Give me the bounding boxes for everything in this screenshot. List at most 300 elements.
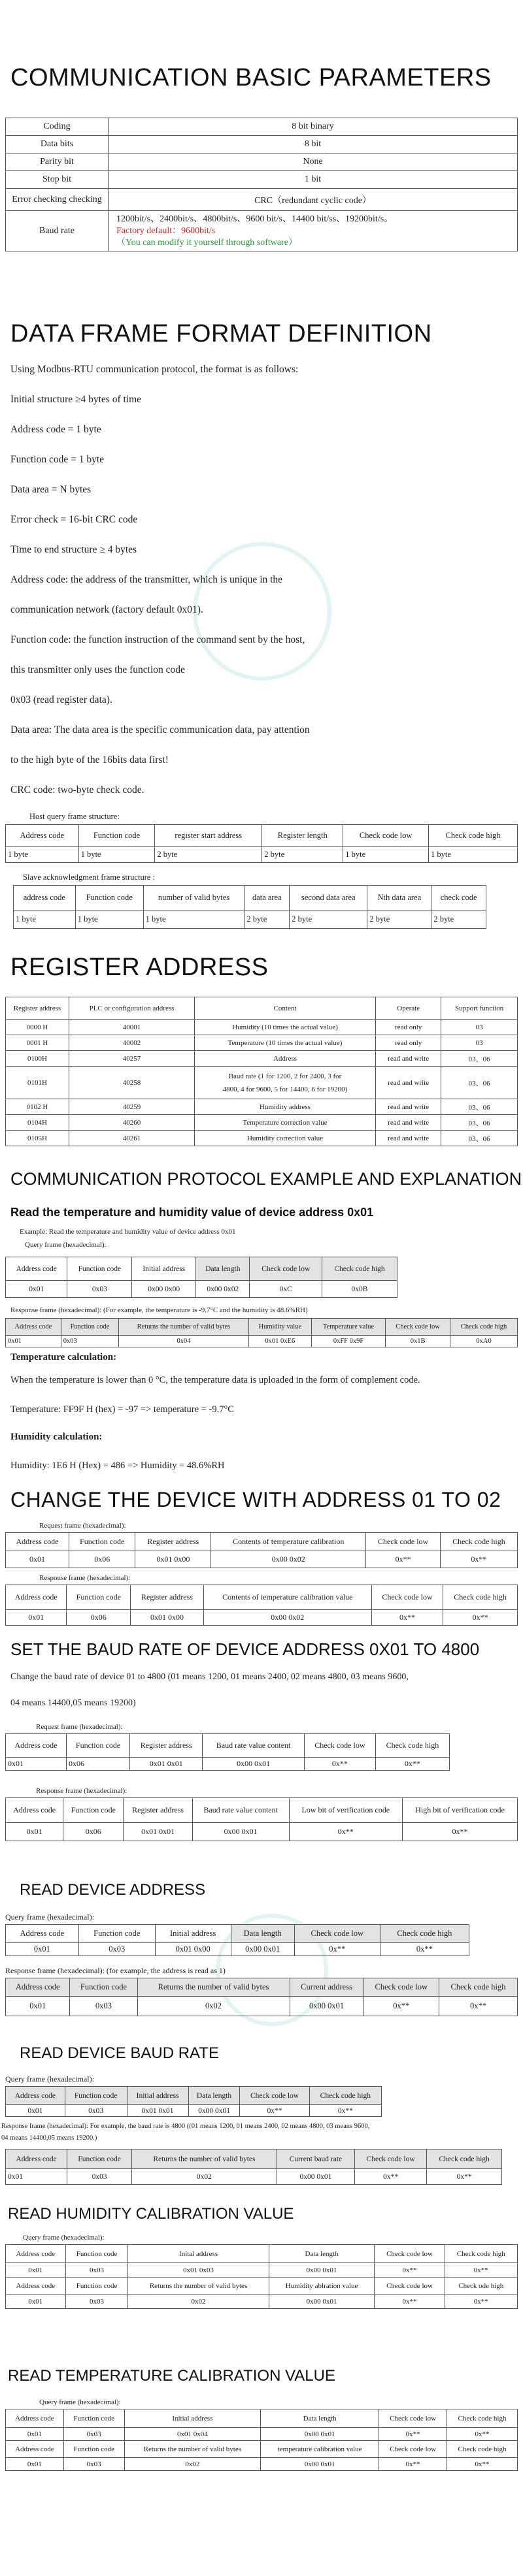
basic-params-table [5, 118, 518, 251]
table-header: Returns the number of valid bytes [137, 1978, 290, 1997]
frame-line: Data area = N bytes [10, 484, 92, 495]
table-header: Function code [67, 1585, 131, 1610]
table-cell: 0x00 0x01 [231, 1943, 294, 1956]
humidity-calc-title: Humidity calculation: [10, 1432, 103, 1442]
table-cell: 0x00 0x02 [211, 1551, 366, 1568]
table-cell: 0x** [445, 2294, 517, 2309]
table-cell: 0x** [439, 1997, 517, 2016]
table-cell: 0x01 [6, 2169, 67, 2185]
frame-line: to the high byte of the 16bits data first! [10, 754, 169, 765]
table-header: Register address [131, 1585, 204, 1610]
table-header: Current baud rate [277, 2149, 354, 2169]
table-cell: 03、06 [441, 1099, 518, 1115]
table-header: Initial address [155, 1925, 231, 1943]
table-cell: 0x** [379, 2428, 447, 2441]
table-header: Address code [6, 1533, 69, 1551]
read-baud-query-table [5, 2086, 382, 2117]
table-header: High bit of verification code [403, 1798, 518, 1823]
frame-line: Address code = 1 byte [10, 424, 101, 435]
table-cell: 0x** [380, 1943, 469, 1956]
section-title-example: COMMUNICATION PROTOCOL EXAMPLE AND EXPLANATION [10, 1169, 522, 1189]
table-cell: 1 byte [75, 910, 143, 929]
table-header: Register address [6, 997, 69, 1020]
table-cell: 0xC [250, 1281, 322, 1298]
param-label: Error checking checking [6, 189, 109, 211]
table-header: Address code [6, 1734, 67, 1758]
table-cell: 0xFF 0x9F [311, 1336, 385, 1347]
table-header: temperature calibration value [261, 2441, 379, 2458]
table-cell: 0x01 0xE6 [248, 1336, 311, 1347]
table-header: address code [14, 886, 76, 910]
table-header: Address code [6, 1585, 67, 1610]
table-header: check code [431, 886, 486, 910]
query-frame-caption: Query frame (hexadecimal): [5, 1912, 94, 1922]
table-header: Check code high [447, 2441, 518, 2458]
table-cell: 1 byte [143, 910, 245, 929]
request-frame-caption: Request frame (hexadecimal): [36, 1723, 123, 1731]
table-header: Function code [63, 2409, 124, 2428]
table-header: Check code high [375, 1734, 449, 1758]
table-cell: 03、06 [441, 1067, 518, 1099]
section-title-baud: SET THE BAUD RATE OF DEVICE ADDRESS 0X01 TO 4800 [10, 1639, 480, 1659]
table-cell: 03、06 [441, 1131, 518, 1146]
table-cell: 0x01 [6, 1758, 67, 1771]
table-header: Address code [6, 2087, 65, 2105]
table-cell: Humidity address [195, 1099, 376, 1115]
table-cell: 0x01 [6, 1823, 63, 1841]
baud-rate-note: （You can modify it yourself through software） [116, 237, 297, 248]
frame-line: 0x03 (read register data). [10, 694, 112, 705]
table-header: Address code [6, 825, 79, 847]
example-query-table [5, 1257, 397, 1298]
table-header: Data length [269, 2245, 375, 2263]
table-header: Check code low [379, 2441, 447, 2458]
read-temperature-table [5, 2409, 518, 2471]
table-cell: 0x00 0x01 [261, 2428, 379, 2441]
table-cell: 0x04 [119, 1336, 248, 1347]
table-cell: 0x** [289, 1823, 402, 1841]
table-header: Address code [6, 2409, 64, 2428]
table-cell: read and write [376, 1099, 441, 1115]
baud-desc-line: Change the baud rate of device 01 to 4800 (01 means 1200, 01 means 2400, 02 means 4800, 03 means 9600, [10, 1672, 409, 1682]
table-header: Temperature value [311, 1319, 385, 1336]
table-cell: 0x01 [6, 1551, 69, 1568]
table-cell: 0x** [304, 1758, 375, 1771]
table-header: Check ode high [445, 2278, 517, 2294]
example-response-table [5, 1318, 518, 1347]
table-cell: 0x03 [61, 1336, 119, 1347]
baud-rate-options: 1200bit/s、2400bit/s、4800bit/s、9600 bit/s、14400 bit/ss、19200bit/s。 [116, 214, 394, 224]
table-cell: 40002 [69, 1035, 195, 1051]
table-cell: 2 byte [290, 910, 367, 929]
table-cell: 0x03 [78, 1943, 155, 1956]
table-header: Initial address [127, 2087, 188, 2105]
baud-rate-register-content [195, 1067, 376, 1099]
table-header: Contents of temperature calibration [211, 1533, 366, 1551]
table-header: Check code low [375, 2245, 445, 2263]
table-header: Check code high [427, 2149, 502, 2169]
section-title-read-humidity: READ HUMIDITY CALIBRATION VALUE [8, 2205, 294, 2223]
param-label: Data bits [6, 136, 109, 153]
table-header: Current address [290, 1978, 363, 1997]
response-frame-caption: Response frame (hexadecimal): (For example, the temperature is -9.7°C and the humidity is 48.6%RH) [10, 1306, 308, 1314]
table-header: Function code [67, 2149, 132, 2169]
table-cell: 0x06 [63, 1823, 124, 1841]
table-cell: 1 byte [343, 847, 429, 863]
table-header: Function code [78, 1925, 155, 1943]
section-title-read-baud: READ DEVICE BAUD RATE [20, 2044, 219, 2062]
table-header: Function code [67, 1257, 132, 1281]
table-header: Returns the number of valid bytes [124, 2441, 260, 2458]
table-header: Check code low [240, 2087, 309, 2105]
host-query-frame-table [5, 824, 518, 863]
param-value: 1 bit [109, 171, 518, 189]
frame-line: Function code: the function instruction of the command sent by the host, [10, 634, 305, 645]
query-frame-caption: Query frame (hexadecimal): [23, 2234, 105, 2242]
table-cell: 0x00 0x01 [290, 1997, 363, 2016]
table-cell: 0x** [447, 2428, 518, 2441]
table-cell: 0xA0 [450, 1336, 518, 1347]
param-value: 8 bit binary [109, 118, 518, 136]
response-frame-caption: Response frame (hexadecimal): [36, 1787, 127, 1795]
table-header: Register address [135, 1533, 211, 1551]
baud-desc-line: 04 means 14400,05 means 19200) [10, 1698, 136, 1708]
table-cell: 0x** [371, 1610, 443, 1626]
table-header: Function code [78, 825, 155, 847]
table-cell: 0x00 0x01 [277, 2169, 354, 2185]
table-header: Function code [75, 886, 143, 910]
table-cell: 40258 [69, 1067, 195, 1099]
table-header: Check code low [379, 2409, 447, 2428]
table-cell: 0x06 [66, 1758, 129, 1771]
table-cell: 0x** [309, 2105, 381, 2117]
table-header: Returns the number of valid bytes [119, 1319, 248, 1336]
watermark-ring [193, 542, 331, 681]
table-header: second data area [290, 886, 367, 910]
response-frame-caption: Response frame (hexadecimal): [39, 1574, 131, 1582]
param-label: Stop bit [6, 171, 109, 189]
table-cell: 0x** [440, 1551, 517, 1568]
humidity-calc-line: Humidity: 1E6 H (Hex) = 486 => Humidity = 48.6%RH [10, 1460, 225, 1471]
table-header: Address code [6, 2278, 66, 2294]
read-humidity-table [5, 2244, 518, 2309]
table-header: Check code high [443, 1585, 518, 1610]
section-title-basic: COMMUNICATION BASIC PARAMETERS [10, 64, 492, 91]
table-header: Function code [65, 2245, 128, 2263]
table-cell: 2 byte [367, 910, 431, 929]
table-cell: 0x00 0x01 [192, 1823, 289, 1841]
query-frame-caption: Query frame (hexadecimal): [25, 1241, 107, 1249]
table-cell: 0x01 0x00 [155, 1943, 231, 1956]
table-header: Function code [61, 1319, 119, 1336]
table-cell: 0x01 [6, 2263, 66, 2278]
table-header: Function code [66, 1734, 129, 1758]
table-cell: 0x01 0x01 [124, 1823, 192, 1841]
table-header: number of valid bytes [143, 886, 245, 910]
param-value: CRC（redundant cyclic code） [109, 189, 518, 211]
table-header: Check code high [447, 2409, 518, 2428]
table-cell: 0x00 0x02 [203, 1610, 371, 1626]
table-cell: 0x03 [67, 1281, 132, 1298]
table-cell: 0x01 0x01 [127, 2105, 188, 2117]
section-title-read-temperature: READ TEMPERATURE CALIBRATION VALUE [8, 2367, 335, 2385]
table-header: Check code low [375, 2278, 445, 2294]
temperature-calc-line: When the temperature is lower than 0 °C, the temperature data is uploaded in the form of complement code. [10, 1375, 420, 1385]
table-cell: read only [376, 1035, 441, 1051]
table-cell: 0100H [6, 1051, 69, 1067]
table-header: Check code low [371, 1585, 443, 1610]
table-cell: 0x02 [131, 2169, 277, 2185]
table-header: Check code high [450, 1319, 518, 1336]
table-cell: 0x** [366, 1551, 441, 1568]
table-header: Address code [6, 2245, 66, 2263]
table-cell: Humidity correction value [195, 1131, 376, 1146]
table-header: Function code [70, 1978, 137, 1997]
table-cell: 0101H [6, 1067, 69, 1099]
table-header: Register address [124, 1798, 192, 1823]
table-cell: 03 [441, 1020, 518, 1035]
table-cell: 1 byte [429, 847, 518, 863]
baud-request-table [5, 1733, 450, 1771]
baud-response-table [5, 1797, 518, 1841]
table-cell: Address [195, 1051, 376, 1067]
read-address-response-table [5, 1978, 518, 2016]
table-header: Address code [6, 1925, 79, 1943]
table-cell: 0x02 [128, 2294, 269, 2309]
table-cell: 03 [441, 1035, 518, 1051]
table-header: Check code low [250, 1257, 322, 1281]
response-frame-caption: Response frame (hexadecimal): For example, the baud rate is 4800 ((01 means 1200, 01 means 2400, 02 means 4800, 03 means 9600, [1, 2123, 370, 2130]
table-cell: read and write [376, 1115, 441, 1131]
table-header: Check code high [380, 1925, 469, 1943]
table-cell: 0104H [6, 1115, 69, 1131]
table-header: Function code [63, 1798, 124, 1823]
table-cell: 0x01 0x01 [130, 1758, 203, 1771]
host-frame-caption: Host query frame structure: [29, 812, 120, 821]
table-cell: 0x00 0x01 [269, 2294, 375, 2309]
table-header: register start address [155, 825, 262, 847]
read-baud-response-table [5, 2149, 502, 2185]
table-cell: 0x01 [6, 1281, 67, 1298]
table-cell: 0x01 [6, 2105, 65, 2117]
table-cell: 03、06 [441, 1051, 518, 1067]
table-cell: 0x** [403, 1823, 518, 1841]
response-frame-caption: 04 means 14400,05 means 19200.) [1, 2134, 97, 2142]
param-value: None [109, 153, 518, 171]
table-cell: 0001 H [6, 1035, 69, 1051]
table-header: Baud rate value content [203, 1734, 305, 1758]
table-cell: 0x** [354, 2169, 426, 2185]
table-cell: 40257 [69, 1051, 195, 1067]
table-header: Check code high [445, 2245, 517, 2263]
table-cell: 0x03 [65, 2105, 127, 2117]
frame-line: Time to end structure ≥ 4 bytes [10, 544, 137, 555]
response-frame-caption: Response frame (hexadecimal): (for example, the address is read as 1) [5, 1966, 226, 1975]
table-header: Humidity value [248, 1319, 311, 1336]
table-cell: 0x01 [6, 2428, 64, 2441]
table-header: Check code low [304, 1734, 375, 1758]
table-cell: 0000 H [6, 1020, 69, 1035]
table-cell: 0105H [6, 1131, 69, 1146]
table-header: Check code high [309, 2087, 381, 2105]
table-cell: 0x00 0x02 [196, 1281, 250, 1298]
table-header: Function code [63, 2441, 124, 2458]
table-cell: 0x01 [6, 1610, 67, 1626]
table-cell: 0x03 [70, 1997, 137, 2016]
table-cell: 0x01 [6, 1997, 70, 2016]
table-cell: 0102 H [6, 1099, 69, 1115]
table-header: Contents of temperature calibration value [203, 1585, 371, 1610]
table-cell: read and write [376, 1067, 441, 1099]
table-cell: read only [376, 1020, 441, 1035]
baud-rate-default: Factory default：9600bit/s [116, 225, 216, 236]
table-cell: 0x06 [69, 1551, 135, 1568]
request-frame-caption: Request frame (hexadecimal): [39, 1522, 126, 1530]
section-title-read-address: READ DEVICE ADDRESS [20, 1881, 206, 1899]
table-cell: 1 byte [14, 910, 76, 929]
table-header: Humidity ablration value [269, 2278, 375, 2294]
table-header: Check code low [386, 1319, 450, 1336]
table-cell: 2 byte [431, 910, 486, 929]
register-content-line: Baud rate (1 for 1200, 2 for 2400, 3 for [228, 1072, 342, 1080]
table-cell: 0x** [375, 1758, 449, 1771]
table-cell: 0x** [375, 2263, 445, 2278]
table-cell: 0x0B [322, 1281, 397, 1298]
table-cell: read and write [376, 1131, 441, 1146]
table-cell: 1 byte [6, 847, 79, 863]
table-cell: 2 byte [245, 910, 290, 929]
table-header: Baud rate value content [192, 1798, 289, 1823]
table-header: Initial address [132, 1257, 196, 1281]
frame-line: Address code: the address of the transmitter, which is unique in the [10, 574, 283, 585]
table-cell: 0x02 [124, 2458, 260, 2471]
table-header: Initial address [124, 2409, 260, 2428]
slave-frame-caption: Slave acknowledgment frame structure : [23, 873, 156, 882]
table-cell: Temperature correction value [195, 1115, 376, 1131]
table-cell: 0x00 0x00 [132, 1281, 196, 1298]
table-header: Returns the number of valid bytes [131, 2149, 277, 2169]
table-header: Low bit of verification code [289, 1798, 402, 1823]
table-cell: 40261 [69, 1131, 195, 1146]
table-header: Function code [65, 2087, 127, 2105]
table-header: Returns the number of valid bytes [128, 2278, 269, 2294]
table-cell: 2 byte [262, 847, 343, 863]
table-cell: 0x** [447, 2458, 518, 2471]
table-cell: 0x03 [67, 2169, 132, 2185]
frame-line: Error check = 16-bit CRC code [10, 514, 138, 525]
table-cell: 40259 [69, 1099, 195, 1115]
table-header: data area [245, 886, 290, 910]
table-cell: 0x** [443, 1610, 518, 1626]
table-header: Address code [6, 2149, 67, 2169]
table-cell: 0x03 [65, 2263, 128, 2278]
table-header: Check code low [366, 1533, 441, 1551]
section-title-register: REGISTER ADDRESS [10, 954, 269, 981]
table-cell: 0x** [375, 2294, 445, 2309]
table-header: Support function [441, 997, 518, 1020]
table-header: Data length [196, 1257, 250, 1281]
table-header: Check code high [440, 1533, 517, 1551]
param-value: 8 bit [109, 136, 518, 153]
change-request-table [5, 1532, 518, 1568]
table-header: Data length [188, 2087, 240, 2105]
table-cell: 0x** [379, 2458, 447, 2471]
table-cell: 0x** [240, 2105, 309, 2117]
register-content-line: 4800, 4 for 9600, 5 for 14400, 6 for 19200) [222, 1085, 348, 1093]
table-cell: 2 byte [155, 847, 262, 863]
table-header: Function code [69, 1533, 135, 1551]
section-title-change: CHANGE THE DEVICE WITH ADDRESS 01 TO 02 [10, 1488, 501, 1511]
example-subtitle: Read the temperature and humidity value of device address 0x01 [10, 1206, 374, 1219]
frame-line: Function code = 1 byte [10, 454, 105, 465]
frame-line: CRC code: two-byte check code. [10, 784, 144, 796]
table-header: Register length [262, 825, 343, 847]
table-cell: 0x01 0x04 [124, 2428, 260, 2441]
frame-line: Using Modbus-RTU communication protocol, the format is as follows: [10, 364, 299, 375]
table-cell: 0x1B [386, 1336, 450, 1347]
table-cell: 0x01 0x03 [128, 2263, 269, 2278]
table-header: Address code [6, 1257, 67, 1281]
table-header: Address code [6, 2441, 64, 2458]
table-header: PLC or configuration address [69, 997, 195, 1020]
param-label: Baud rate [6, 211, 109, 251]
table-cell: 0x** [363, 1997, 439, 2016]
register-table [5, 997, 518, 1146]
query-frame-caption: Query frame (hexadecimal): [39, 2398, 121, 2406]
frame-line: Initial structure ≥4 bytes of time [10, 394, 142, 405]
table-cell: 40260 [69, 1115, 195, 1131]
section-title-frame: DATA FRAME FORMAT DEFINITION [10, 320, 432, 347]
table-header: Check code low [343, 825, 429, 847]
table-header: Data length [261, 2409, 379, 2428]
table-header: Check code high [439, 1978, 517, 1997]
table-header: Nth data area [367, 886, 431, 910]
table-header: Check code high [429, 825, 518, 847]
slave-ack-frame-table [13, 885, 486, 929]
table-header: Address code [6, 1798, 63, 1823]
table-header: Check code low [363, 1978, 439, 1997]
table-header: Data length [231, 1925, 294, 1943]
table-header: Operate [376, 997, 441, 1020]
table-cell: 0x06 [67, 1610, 131, 1626]
table-cell: 0x01 0x00 [131, 1610, 204, 1626]
table-cell: 0x03 [63, 2428, 124, 2441]
table-header: Content [195, 997, 376, 1020]
table-cell: 40001 [69, 1020, 195, 1035]
table-cell: 0x01 [6, 1336, 61, 1347]
table-header: Check code high [322, 1257, 397, 1281]
table-cell: 1 byte [78, 847, 155, 863]
table-cell: 0x** [427, 2169, 502, 2185]
table-cell: 0x03 [63, 2458, 124, 2471]
table-header: Function code [65, 2278, 128, 2294]
query-frame-caption: Query frame (hexadecimal): [5, 2074, 94, 2084]
table-cell: 0x00 0x01 [203, 1758, 305, 1771]
frame-line: communication network (factory default 0x01). [10, 604, 203, 615]
table-cell: 0x01 [6, 2294, 66, 2309]
table-cell: 0x00 0x01 [261, 2458, 379, 2471]
temperature-calc-title: Temperature calculation: [10, 1352, 117, 1362]
param-label: Parity bit [6, 153, 109, 171]
frame-line: Data area: The data area is the specific communication data, pay attention [10, 724, 310, 735]
table-cell: 0x01 [6, 2458, 64, 2471]
table-cell: 0x** [445, 2263, 517, 2278]
read-address-query-table [5, 1924, 469, 1956]
table-cell: 0x00 0x01 [188, 2105, 240, 2117]
table-cell: Humidity (10 times the actual value) [195, 1020, 376, 1035]
example-caption: Example: Read the temperature and humidity value of device address 0x01 [20, 1228, 236, 1236]
table-cell: 0x00 0x01 [269, 2263, 375, 2278]
